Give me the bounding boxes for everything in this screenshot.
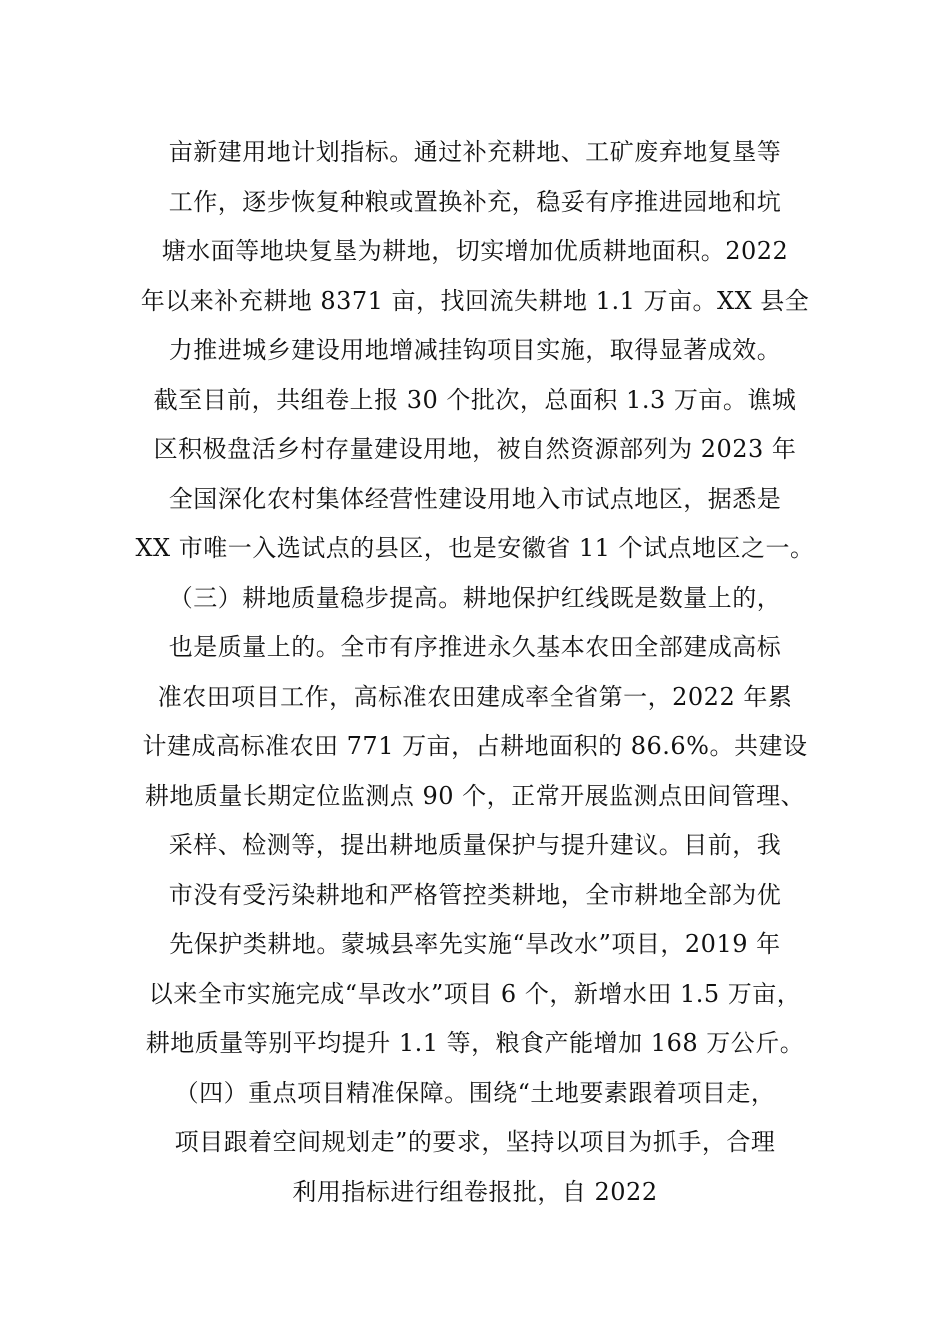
text-line: 先保护类耕地。蒙城县率先实施“旱改水”项目，2019 年 — [169, 930, 781, 958]
text-line: 市没有受污染耕地和严格管控类耕地，全市耕地全部为优 — [168, 880, 782, 909]
text-line: 截至目前，共组卷上报 30 个批次，总面积 1.3 万亩。谯城 — [153, 385, 797, 414]
text-line: 也是质量上的。全市有序推进永久基本农田全部建成高标 — [168, 633, 782, 661]
text-line: 区积极盘活乡村存量建设用地，被自然资源部列为 2023 年 — [153, 435, 797, 463]
text-line: 亩新建用地计划指标。通过补充耕地、工矿废弃地复垦等 — [168, 138, 782, 166]
text-line: 耕地质量长期定位监测点 90 个，正常开展监测点田间管理、 — [144, 781, 806, 810]
text-line: 以来全市实施完成“旱改水”项目 6 个，新增水田 1.5 万亩， — [148, 979, 802, 1008]
section-heading-4: （四）重点项目精准保障。围绕“土地要素跟着项目走， — [174, 1078, 776, 1107]
text-line: 工作，逐步恢复种粮或置换补充，稳妥有序推进园地和坑 — [168, 187, 782, 216]
text-line: XX 市唯一入选试点的县区，也是安徽省 11 个试点地区之一。 — [135, 534, 815, 562]
body-text — [130, 128, 820, 1217]
text-line: 利用指标进行组卷报批，自 2022 — [292, 1177, 658, 1206]
text-line: 年以来补充耕地 8371 亩，找回流失耕地 1.1 万亩。XX 县全 — [140, 286, 810, 315]
text-line: 耕地质量等别平均提升 1.1 等，粮食产能增加 168 万公斤。 — [145, 1029, 805, 1057]
text-line: 塘水面等地块复垦为耕地，切实增加优质耕地面积。2022 — [161, 237, 789, 265]
section-heading-3: （三）耕地质量稳步提高。耕地保护红线既是数量上的， — [168, 583, 782, 612]
text-line: 采样、检测等，提出耕地质量保护与提升建议。目前，我 — [168, 831, 782, 859]
text-line: 力推进城乡建设用地增减挂钩项目实施，取得显著成效。 — [168, 336, 782, 364]
text-line: 全国深化农村集体经营性建设用地入市试点地区，据悉是 — [168, 484, 782, 513]
text-line: 计建成高标准农田 771 万亩，占耕地面积的 86.6%。共建设 — [142, 732, 808, 760]
text-line: 准农田项目工作，高标准农田建成率全省第一，2022 年累 — [157, 682, 793, 711]
text-line: 项目跟着空间规划走”的要求，坚持以项目为抓手，合理 — [174, 1128, 776, 1156]
